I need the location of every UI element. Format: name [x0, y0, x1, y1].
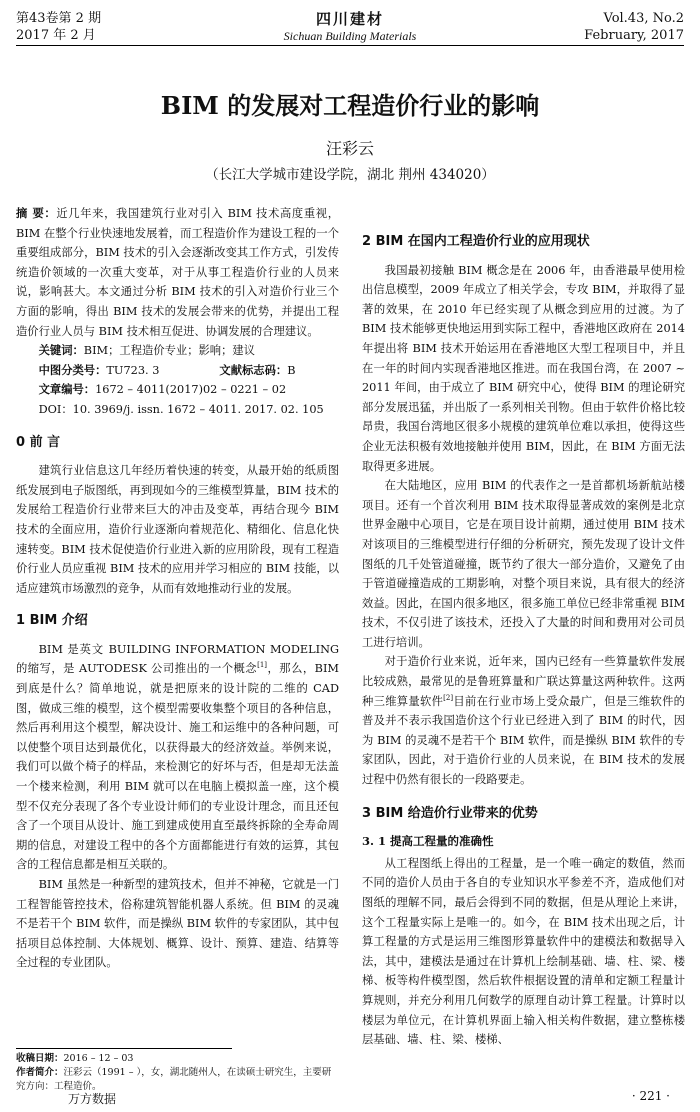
section-2-paragraph-3-part-b: 目前在行业市场上受众最广，但是三维软件的普及并不表示我国造价这个行业已经进入到了 BIM 的时代，因为 BIM 的灵魂不是若干个 BIM 软件，而是操纵 BIM 软件的专家团队，因此，对于造价行业的人员来说，在 BIM 技术的发展过程中仍然有很长的一段路要走。 [362, 694, 685, 787]
section-2-paragraph-3 [362, 652, 685, 789]
section-2-paragraph-3-part-a: 对于造价行业来说，近年来，国内已经有一些算量软件发展比较成熟，最常见的是鲁班算量和广联达算量这两种软件。这两种三维算量软件 [362, 655, 685, 708]
section-2-heading: 2 BIM 在国内工程造价行业的应用现状 [362, 234, 590, 249]
section-1-heading: 1 BIM 介绍 [16, 613, 88, 629]
section-2-paragraph-2: 在大陆地区，应用 BIM 的代表作之一是首都机场新航站楼项目。还有一个首次利用 BIM 技术取得显著成效的案例是北京世界金融中心项目，它是在项目设计前期，通过使用 BIM 技术对该项目的三维模型进行仔细的分析研究，预先发现了设计文件图纸的几千处管道碰撞，既节约了很大一部分造价，又避免了由于管道碰撞造成的工期影响，对整个项目来说，具有很大的经济效益。因此，在国内很多地区，很多施工单位已经非常重视 BIM 技术，不仅引进了该技术，还投入了大量的时间和费用对公司员工进行培训。 [362, 479, 685, 649]
article-no-label: 文章编号： [38, 382, 96, 397]
keywords-label: 关键词： [38, 343, 84, 358]
citation-1: [1] [257, 661, 268, 670]
author-bio-label: 作者简介： [16, 1067, 64, 1078]
right-column [362, 204, 685, 1050]
clc-value: TU723. 3 [106, 363, 160, 377]
section-1-paragraph-2: BIM 虽然是一种新型的建筑技术，但并不神秘，它就是一门工程智能管控技术，俗称建筑智能机器人系统。但 BIM 的灵魂不是若干个 BIM 软件，而是操纵 BIM 软件的专家团队，其中包括项目总体控制、大体规划、概算、设计、预算、建造、结算等全过程的专业团队。 [16, 878, 339, 970]
section-3-1-heading: 3. 1 提高工程量的准确性 [362, 834, 494, 849]
author-bio-text: 汪彩云（1991 – ），女，湖北随州人，在读硕士研究生，主要研究方向：工程造价。 [16, 1067, 332, 1092]
doi: DOI：10. 3969/j. issn. 1672 – 4011. 2017. 02. 105 [38, 402, 324, 416]
section-1-paragraph-1-part-b: ，那么，BIM 到底是什么？简单地说，就是把原来的设计院的二维的 CAD 图，做成三维的模型，这个模型需要收集整个项目的各种信息，然后再利用这个模型，解决设计、施工和运维中的各种问题，可以使整个项目达到最优化，以获得最大的经济效益。举例来说，我们可以做个椅子的样品，来检测它的好坏与否，但是却无法盖一个楼来检测，利用 BIM 就可以在电脑上模拟盖一座，这个模型不仅充分表现了各个专业设计师们的专业设计理念，而且还包含了一个项目从设计、施工到建成使用直至最终拆除的全寿命周期的信息，对建设工程中的各个方面都能进行有效的运算，其包含的工程信息都是相互关联的。 [16, 662, 339, 872]
keywords-text: BIM；工程造价专业；影响；建议 [83, 344, 255, 358]
left-column [16, 204, 339, 973]
abstract-text: 近几年来，我国建筑行业对引入 BIM 技术高度重视，BIM 在整个行业快速地发展着，而工程造价作为建设工程的一个重要组成部分，BIM 技术的引入会逐渐改变其工作方式，引发传统造价领域的一次重大变革，对于从事工程造价行业的人员来说，影响甚大。本文通过分析 BIM 技术的引入对造价行业三个方面的影响，得出 BIM 技术的发展会带来的优势，并提出工程造价行业人员与 BIM 技术相互促进、协调发展的合理建议。 [16, 207, 340, 338]
section-0-heading: 0 前 言 [16, 434, 61, 450]
doc-code-value: B [287, 363, 296, 377]
date-en: February, 2017 [584, 28, 684, 43]
doc-code-label: 文献标志码： [219, 362, 288, 377]
date-cn: 2017 年 2 月 [16, 28, 96, 43]
volume-en: Vol.43, No.2 [603, 11, 684, 26]
footnote-divider [16, 1048, 232, 1049]
keywords [16, 341, 339, 361]
journal-name-en: Sichuan Building Materials [283, 29, 417, 43]
section-1-paragraph-1 [16, 640, 339, 875]
section-3-heading: 3 BIM 给造价行业带来的优势 [362, 805, 538, 821]
received-value: 2016 – 12 – 03 [63, 1053, 134, 1064]
header-right [584, 10, 684, 44]
clc-label: 中图分类号： [38, 362, 107, 377]
header-divider [16, 45, 684, 46]
page-number: · 221 · [631, 1089, 670, 1103]
footnote [16, 1052, 339, 1094]
received-label: 收稿日期： [16, 1053, 64, 1064]
section-0-paragraph: 建筑行业信息这几年经历着快速的转变，从最开始的纸质图纸发展到电子版图纸，再到现如今的三维模型算量，BIM 技术的发展给工程造价行业带来巨大的冲击及变革，再结合现今 BIM 技术的全面应用，造价行业逐渐向着规范化、精细化、信息化快速转变。BIM 技术促使造价行业进入新的应用阶段，现有工程造价行业人员应重视 BIM 技术的应用并学习相应的 BIM 技能，以适应建筑市场激烈的竞争，从而有效地推动行业的发展。 [16, 464, 339, 595]
citation-2: [2] [443, 693, 454, 702]
received-date [16, 1052, 339, 1066]
article-title: BIM 的发展对工程造价行业的影响 [160, 91, 540, 120]
article-number [16, 380, 339, 400]
article-no-value: 1672 – 4011(2017)02 – 0221 – 02 [95, 383, 287, 397]
abstract-label: 摘 要： [16, 206, 57, 220]
section-2-paragraph-1: 我国最初接触 BIM 概念是在 2006 年，由香港最早使用检出信息模型，2009 年成立了相关学会，专攻 BIM，并取得了显著的效果，在 2010 年已经实现了从概念到应用的过渡。为了 BIM 技术能够更快地运用到实际工程中，香港地区政府在 2014 年提出将 BIM 技术开始运用在香港地区大型工程项目中，并且在一年的时间内实现香港地区推进。而在我国台湾，在 2007 ~ 2011 年间，由于成立了 BIM 研究中心，使得 BIM 的理论研究部分发展迅猛，并出版了一系列相关刊物。但由于软件价格比较昂贵，我国台湾地区很多小规模的建筑单位难以承担，使得这些企业无法积极有效地接触并使用 BIM，因此，在 BIM 方面无法取得更多进展。 [362, 263, 685, 473]
section-3-1-paragraph: 从工程图纸上得出的工程量，是一个唯一确定的数值，然而不同的造价人员由于各自的专业知识水平参差不齐，造成他们对图纸的理解不同，最后会得到不同的数据，但是从理论上来讲，这个工程量实际上是唯一的。如今，在 BIM 技术出现之后，计算工程量的方式是运用三维图形算量软件中的建模法和数据导入法，其中，建模法是通过在计算机上绘制基础、墙、柱、梁、楼梯、板等构件模型图，然后软件根据设置的清单和定额工程量计算规则，并充分利用几何数学的原理自动计算工程量。计算时以楼层为单位元，在计算机界面上输入相关构件数据，建立整栋楼层基础、墙、柱、梁、楼梯、 [362, 856, 685, 1047]
author-bio [16, 1066, 339, 1094]
abstract [16, 204, 339, 341]
journal-logo: 四川建材 [315, 10, 384, 28]
database-watermark: 万方数据 [68, 1092, 117, 1106]
article-author: 汪彩云 [325, 139, 374, 158]
classification [16, 361, 339, 381]
section-1-paragraph-1-part-a: BIM 是英文 BUILDING INFORMATION MODELING 的缩写，是 AUTODESK 公司推出的一个概念 [16, 642, 339, 676]
author-affiliation: （长江大学城市建设学院，湖北 荆州 434020） [205, 167, 495, 183]
volume-cn: 第43卷第 2 期 [16, 11, 102, 26]
